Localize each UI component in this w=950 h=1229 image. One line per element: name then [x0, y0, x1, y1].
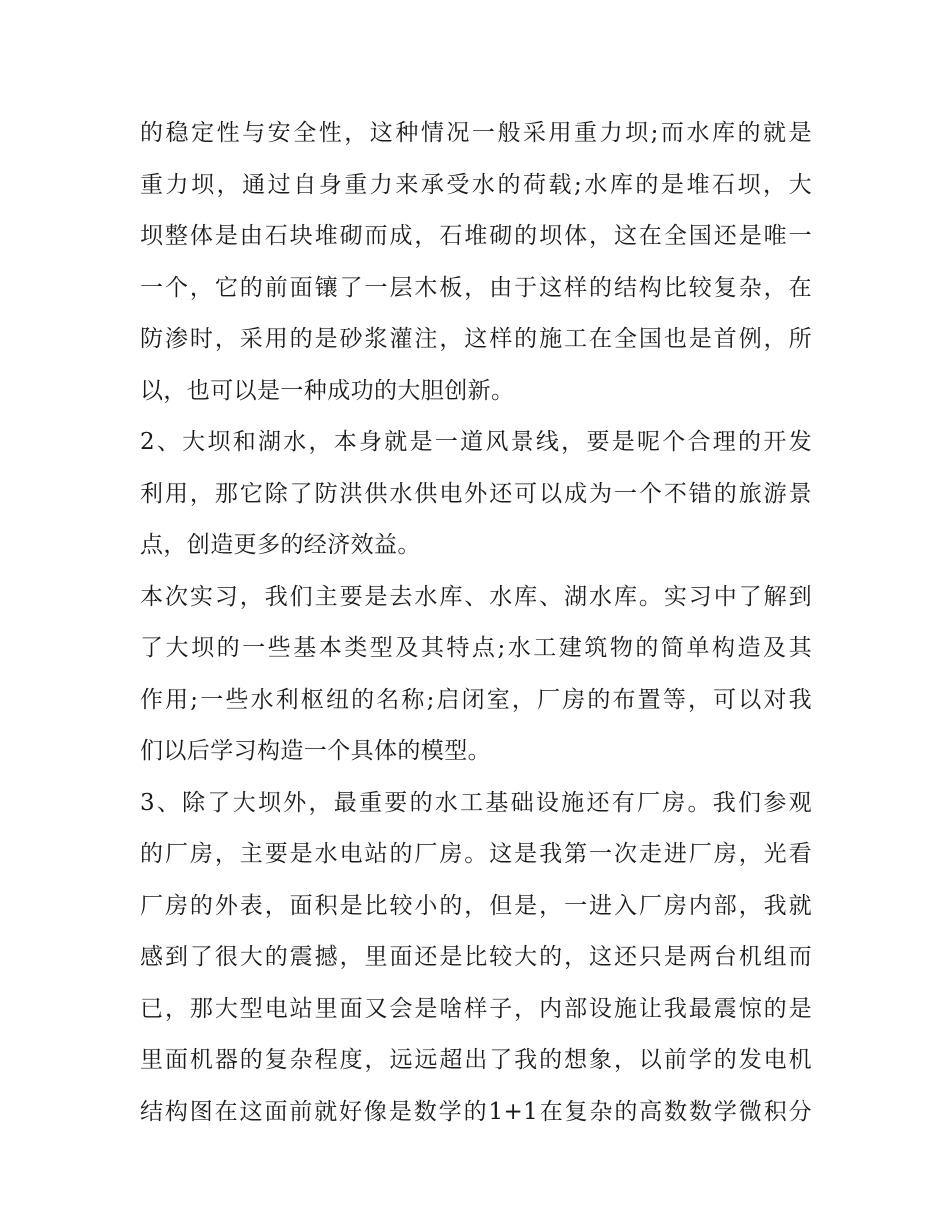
text-line: 的厂房，主要是水电站的厂房。这是我第一次走进厂房，光看 [140, 841, 812, 867]
text-line: 以，也可以是一种成功的大胆创新。 [140, 377, 515, 404]
text-line: 重力坝，通过自身重力来承受水的荷载;水库的是堆石坝，大 [140, 171, 812, 198]
text-line: 3、除了大坝外，最重要的水工基础设施还有厂房。我们参观 [140, 789, 812, 816]
text-line: 厂房的外表，面积是比较小的，但是，一进入厂房内部，我就 [140, 892, 812, 919]
text-line: 们以后学习构造一个具体的模型。 [140, 738, 491, 764]
body-text [140, 108, 812, 1138]
text-line: 防渗时，采用的是砂浆灌注，这样的施工在全国也是首例，所 [140, 326, 812, 352]
text-line: 结构图在这面前就好像是数学的1+1在复杂的高数数学微积分 [140, 1098, 812, 1125]
text-line: 本次实习，我们主要是去水库、水库、湖水库。实习中了解到 [140, 583, 812, 610]
text-line: 坝整体是由石块堆砌而成，石堆砌的坝体，这在全国还是唯一 [140, 223, 812, 249]
text-line: 感到了很大的震撼，里面还是比较大的，这还只是两台机组而 [140, 944, 812, 970]
text-line: 点，创造更多的经济效益。 [140, 532, 421, 558]
text-line: 2、大坝和湖水，本身就是一道风景线，要是呢个合理的开发 [140, 429, 812, 455]
text-line: 已，那大型电站里面又会是啥样子，内部设施让我最震惊的是 [140, 995, 812, 1022]
text-line: 利用，那它除了防洪供水供电外还可以成为一个不错的旅游景 [140, 480, 812, 507]
text-line: 作用;一些水利枢纽的名称;启闭室，厂房的布置等，可以对我 [140, 686, 812, 713]
text-line: 了大坝的一些基本类型及其特点;水工建筑物的简单构造及其 [140, 635, 812, 661]
text-line: 的稳定性与安全性，这种情况一般采用重力坝;而水库的就是 [140, 120, 812, 146]
text-line: 里面机器的复杂程度，远远超出了我的想象，以前学的发电机 [140, 1047, 812, 1073]
text-line: 一个，它的前面镶了一层木板，由于这样的结构比较复杂，在 [140, 274, 812, 301]
